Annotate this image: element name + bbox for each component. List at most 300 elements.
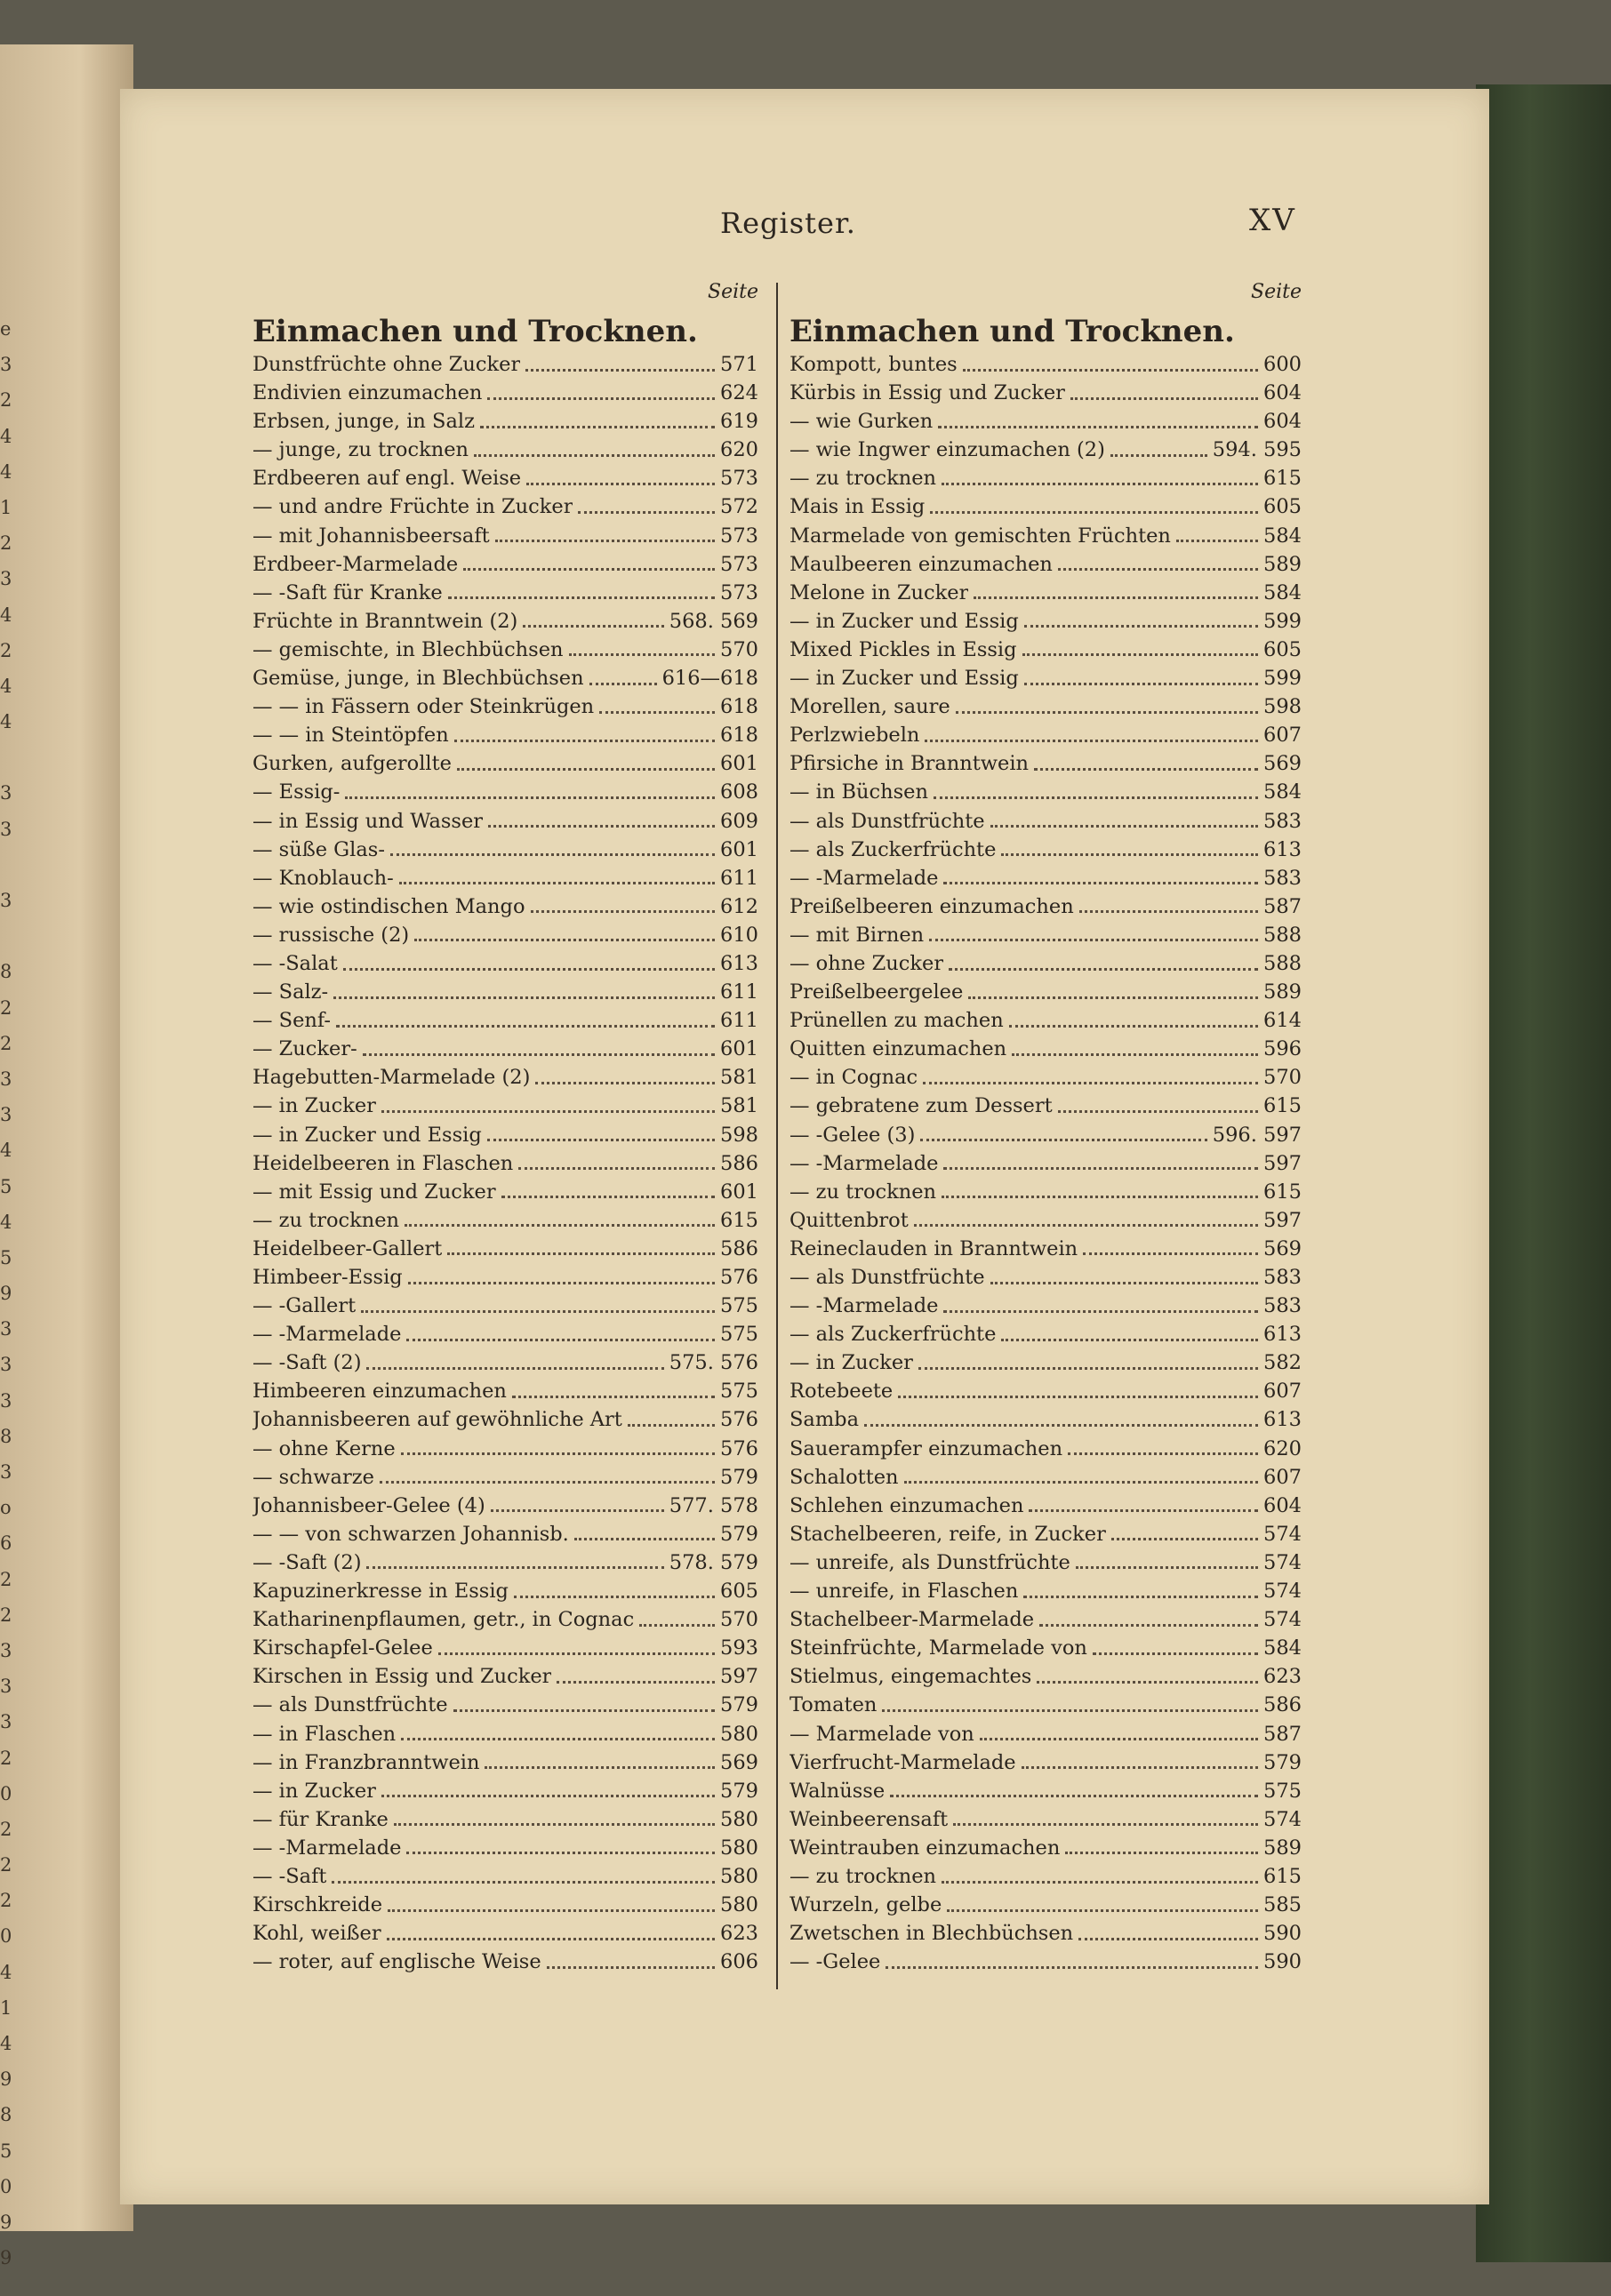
entry-page-number: 611 (720, 866, 758, 890)
entry-page-number: 590 (1263, 1950, 1302, 1974)
entry-label: — in Zucker (789, 1351, 913, 1375)
entry-page-number: 587 (1263, 894, 1302, 918)
entry-page-number: 584 (1263, 524, 1302, 548)
entry-label: Wurzeln, gelbe (789, 1893, 942, 1917)
running-head-title: Register. (720, 206, 856, 240)
entry-label: Pfirsiche in Branntwein (789, 752, 1030, 776)
entry-label: — in Büchsen (789, 780, 928, 804)
entry-label: — -Marmelade (789, 1294, 939, 1318)
dot-leader (1023, 1596, 1258, 1598)
entry-label: Johannisbeer-Gelee (4) (252, 1493, 485, 1517)
entry-page-number: 577. 578 (669, 1493, 758, 1517)
entry-label: Weintrauben einzumachen (789, 1836, 1061, 1860)
index-entry (252, 1377, 764, 1405)
index-entry (252, 1035, 764, 1063)
entry-page-number: 608 (720, 780, 758, 804)
entry-label: Kompott, buntes (789, 353, 958, 376)
entry-label: — zu trocknen (789, 1864, 937, 1888)
entry-page-number: 583 (1263, 1294, 1302, 1318)
dot-leader (381, 1795, 715, 1797)
entry-label: Gemüse, junge, in Blechbüchsen (252, 667, 584, 691)
entry-page-number: 579 (720, 1779, 758, 1803)
entry-page-number: 570 (720, 1608, 758, 1632)
dot-leader (474, 454, 715, 457)
entry-page-number: 601 (720, 837, 758, 861)
dot-leader (414, 939, 715, 941)
edge-number: 4 (0, 425, 12, 447)
entry-label: — russische (2) (252, 923, 410, 947)
index-entry (252, 1862, 764, 1891)
index-entry (789, 1605, 1307, 1634)
entry-page-number: 615 (1263, 467, 1302, 491)
entry-page-number: 607 (1263, 1465, 1302, 1489)
dot-leader (547, 1966, 715, 1969)
entry-label: — Knoblauch- (252, 866, 394, 890)
entry-page-number: 572 (720, 495, 758, 519)
index-entry (252, 1263, 764, 1292)
edge-number: 2 (0, 1568, 12, 1590)
dot-leader (454, 740, 715, 742)
index-entry (789, 1178, 1307, 1206)
entry-label: Schalotten (789, 1465, 899, 1489)
edge-number: 5 (0, 2140, 12, 2162)
entry-label: — und andre Früchte in Zucker (252, 495, 573, 519)
dot-leader (405, 1224, 715, 1227)
entry-label: Walnüsse (789, 1779, 886, 1803)
dot-leader (918, 1367, 1258, 1370)
dot-leader (390, 853, 715, 856)
dot-leader (457, 768, 715, 771)
dot-leader (1034, 768, 1258, 771)
index-entry (789, 978, 1307, 1006)
edge-number: 6 (0, 1532, 12, 1555)
entry-label: Tomaten (789, 1693, 878, 1717)
index-entry (252, 1092, 764, 1120)
entry-page-number: 597 (1263, 1208, 1302, 1232)
index-entry (252, 550, 764, 579)
edge-number: 4 (0, 604, 12, 626)
entry-label: — in Zucker und Essig (252, 1123, 482, 1147)
entry-label: — wie ostindischen Mango (252, 894, 525, 918)
entry-page-number: 620 (1263, 1436, 1302, 1460)
entry-page-number: 620 (720, 438, 758, 462)
entry-page-number: 586 (1263, 1693, 1302, 1717)
index-entry (789, 778, 1307, 806)
edge-number: 4 (0, 1140, 12, 1162)
dot-leader (1012, 1053, 1258, 1056)
entry-label: — -Gallert (252, 1294, 357, 1318)
entry-page-number: 582 (1263, 1351, 1302, 1375)
entry-label: — zu trocknen (789, 467, 937, 491)
entry-label: — Salz- (252, 980, 329, 1004)
dot-leader (380, 1481, 715, 1484)
entry-label: — mit Johannisbeersaft (252, 524, 490, 548)
index-entry (789, 1006, 1307, 1035)
dot-leader (448, 596, 715, 599)
entry-page-number: 616—618 (661, 667, 758, 691)
entry-label: — in Cognac (789, 1066, 918, 1090)
dot-leader (953, 1823, 1258, 1826)
entry-label: — — in Fässern oder Steinkrügen (252, 695, 595, 719)
index-entry (789, 692, 1307, 721)
index-entry (252, 1720, 764, 1748)
edge-number: 3 (0, 818, 12, 840)
entry-label: Mixed Pickles in Essig (789, 637, 1017, 661)
entry-label: Stielmus, eingemachtes (789, 1665, 1032, 1689)
index-entry (789, 1548, 1307, 1577)
dot-leader (968, 996, 1258, 999)
entry-label: — -Saft für Kranke (252, 580, 443, 604)
entry-page-number: 570 (1263, 1066, 1302, 1090)
entry-page-number: 569 (1263, 752, 1302, 776)
entry-label: Stachelbeer-Marmelade (789, 1608, 1035, 1632)
index-entry (252, 1492, 764, 1520)
entry-page-number: 619 (720, 410, 758, 434)
dot-leader (1001, 853, 1258, 856)
entry-page-number: 607 (1263, 724, 1302, 748)
entry-page-number: 574 (1263, 1608, 1302, 1632)
index-entry (789, 1035, 1307, 1063)
index-entry (252, 692, 764, 721)
entry-page-number: 574 (1263, 1580, 1302, 1604)
index-entry (252, 607, 764, 636)
entry-label: — Marmelade von (789, 1722, 974, 1746)
dot-leader (399, 882, 715, 884)
dot-leader (904, 1481, 1258, 1484)
entry-page-number: 588 (1263, 951, 1302, 975)
entry-label: Vierfrucht-Marmelade (789, 1750, 1016, 1774)
entry-page-number: 615 (1263, 1180, 1302, 1204)
index-entry (789, 436, 1307, 464)
entry-page-number: 615 (1263, 1094, 1302, 1118)
dot-leader (1024, 625, 1258, 628)
entry-page-number: 576 (720, 1266, 758, 1289)
index-entry (789, 1520, 1307, 1548)
entry-page-number: 613 (1263, 837, 1302, 861)
dot-leader (332, 1881, 715, 1884)
index-entry (252, 1891, 764, 1919)
index-entry (789, 949, 1307, 978)
index-entry (252, 1834, 764, 1862)
entry-page-number: 612 (720, 894, 758, 918)
dot-leader (947, 1909, 1258, 1912)
entry-label: Preißelbeeren einzumachen (789, 894, 1074, 918)
dot-leader (914, 1224, 1258, 1227)
entry-page-number: 573 (720, 524, 758, 548)
entry-label: Reineclauden in Branntwein (789, 1236, 1078, 1260)
index-entry (252, 464, 764, 492)
index-entry (789, 1092, 1307, 1120)
entry-page-number: 601 (720, 752, 758, 776)
entry-page-number: 580 (720, 1722, 758, 1746)
index-entry (789, 464, 1307, 492)
edge-number: 4 (0, 460, 12, 483)
edge-number: 3 (0, 1711, 12, 1733)
entry-page-number: 607 (1263, 1380, 1302, 1404)
entry-page-number: 618 (720, 724, 758, 748)
entry-label: Marmelade von gemischten Früchten (789, 524, 1171, 548)
entry-label: Kirschapfel-Gelee (252, 1636, 433, 1660)
dot-leader (345, 796, 715, 799)
entry-page-number: 570 (720, 637, 758, 661)
entry-page-number: 575 (720, 1294, 758, 1318)
index-entry (252, 1805, 764, 1834)
entry-label: Hagebutten-Marmelade (2) (252, 1066, 531, 1090)
index-entry (789, 1263, 1307, 1292)
index-entry (789, 1919, 1307, 1948)
index-entry (789, 636, 1307, 664)
column-divider (776, 283, 778, 1989)
entry-page-number: 589 (1263, 552, 1302, 576)
edge-number: 9 (0, 2247, 12, 2269)
dot-leader (535, 1082, 715, 1084)
index-entry (789, 1377, 1307, 1405)
dot-leader (1076, 1566, 1258, 1569)
index-entry (252, 636, 764, 664)
index-entry (789, 1662, 1307, 1691)
edge-number: 3 (0, 1068, 12, 1090)
index-entry (789, 1891, 1307, 1919)
index-entry (789, 1463, 1307, 1492)
index-entry (252, 522, 764, 550)
dot-leader (943, 882, 1258, 884)
dot-leader (1176, 540, 1258, 542)
entry-page-number: 600 (1263, 353, 1302, 376)
index-entry (252, 864, 764, 892)
index-entry (252, 379, 764, 407)
entry-page-number: 604 (1263, 1493, 1302, 1517)
index-entry (252, 1063, 764, 1092)
entry-page-number: 599 (1263, 609, 1302, 633)
entry-page-number: 596 (1263, 1037, 1302, 1061)
dot-leader (898, 1396, 1258, 1398)
index-entry (789, 1235, 1307, 1263)
dot-leader (578, 511, 715, 514)
adjacent-left-page (0, 44, 133, 2269)
index-entry (252, 1348, 764, 1377)
edge-number: 3 (0, 1389, 12, 1412)
entry-page-number: 610 (720, 923, 758, 947)
dot-leader (495, 540, 715, 542)
entry-page-number: 580 (720, 1893, 758, 1917)
dot-leader (523, 625, 663, 628)
dot-leader (956, 711, 1258, 714)
entry-page-number: 623 (720, 1922, 758, 1946)
dot-leader (343, 968, 715, 971)
entry-page-number: 583 (1263, 1266, 1302, 1289)
dot-leader (943, 1167, 1258, 1170)
entry-page-number: 575 (720, 1323, 758, 1347)
index-entry (789, 1063, 1307, 1092)
index-entry (252, 1548, 764, 1577)
index-entry (252, 492, 764, 521)
entry-page-number: 584 (1263, 580, 1302, 604)
index-entry (252, 1121, 764, 1149)
index-entry (252, 1405, 764, 1434)
entry-label: — in Essig und Wasser (252, 809, 484, 833)
entry-page-number: 624 (720, 381, 758, 405)
entry-page-number: 587 (1263, 1722, 1302, 1746)
entry-label: — in Zucker und Essig (789, 667, 1019, 691)
entry-label: — — in Steintöpfen (252, 724, 449, 748)
dot-leader (890, 1795, 1258, 1797)
entry-page-number: 613 (720, 951, 758, 975)
index-entry (252, 579, 764, 607)
edge-number: 3 (0, 1104, 12, 1126)
entry-label: — als Dunstfrüchte (789, 1266, 985, 1289)
entry-page-number: 578. 579 (669, 1550, 758, 1574)
entry-label: — für Kranke (252, 1807, 389, 1831)
index-entry (252, 1948, 764, 1976)
edge-number: 8 (0, 961, 12, 983)
dot-leader (366, 1367, 663, 1370)
entry-page-number: 601 (720, 1037, 758, 1061)
entry-page-number: 597 (720, 1665, 758, 1689)
entry-label: Mais in Essig (789, 495, 926, 519)
entry-page-number: 584 (1263, 1636, 1302, 1660)
left-page-edge-numbers (0, 311, 18, 2276)
dot-leader (574, 1538, 715, 1540)
edge-number: 9 (0, 2211, 12, 2233)
index-entry (789, 1748, 1307, 1777)
index-entry (789, 892, 1307, 921)
entry-page-number: 576 (720, 1436, 758, 1460)
entry-label: — in Flaschen (252, 1722, 397, 1746)
entry-page-number: 611 (720, 1009, 758, 1033)
dot-leader (491, 1509, 664, 1512)
index-entry (252, 1206, 764, 1235)
entry-label: Rotebeete (789, 1380, 894, 1404)
book-cover-edge (1476, 84, 1611, 2262)
entry-label: — -Marmelade (789, 866, 939, 890)
edge-number: 2 (0, 639, 12, 661)
entry-label: Kürbis in Essig und Zucker (789, 381, 1065, 405)
index-entry (252, 921, 764, 949)
dot-leader (381, 1110, 715, 1113)
entry-label: — -Saft (252, 1864, 327, 1888)
dot-leader (923, 1082, 1258, 1084)
dot-leader (463, 568, 715, 571)
edge-number: 2 (0, 1890, 12, 1912)
edge-number: 3 (0, 1354, 12, 1376)
entry-label: Heidelbeeren in Flaschen (252, 1151, 514, 1175)
dot-leader (882, 1709, 1258, 1712)
entry-page-number: 579 (720, 1693, 758, 1717)
edge-number: 2 (0, 1747, 12, 1769)
entry-label: — ohne Zucker (789, 951, 944, 975)
edge-number: 0 (0, 1925, 12, 1948)
dot-leader (485, 1766, 715, 1769)
dot-leader (557, 1681, 715, 1684)
dot-leader (1110, 454, 1207, 457)
index-entry (789, 550, 1307, 579)
dot-leader (408, 1282, 715, 1284)
entry-page-number: 586 (720, 1151, 758, 1175)
entry-page-number: 609 (720, 809, 758, 833)
entry-page-number: 580 (720, 1807, 758, 1831)
dot-leader (1022, 1766, 1258, 1769)
index-entry (252, 836, 764, 864)
dot-leader (1037, 1681, 1258, 1684)
entry-page-number: 606 (720, 1950, 758, 1974)
edge-number: e (0, 318, 12, 340)
entry-page-number: 589 (1263, 980, 1302, 1004)
entry-label: Gurken, aufgerollte (252, 752, 452, 776)
entry-label: — zu trocknen (252, 1208, 400, 1232)
entry-page-number: 569 (720, 1750, 758, 1774)
right-column (789, 281, 1307, 1976)
dot-leader (453, 1709, 715, 1712)
dot-leader (406, 1852, 715, 1854)
dot-leader (974, 596, 1258, 599)
entry-label: — als Dunstfrüchte (252, 1693, 448, 1717)
edge-number: 3 (0, 568, 12, 590)
index-entry (252, 664, 764, 692)
entry-page-number: 601 (720, 1180, 758, 1204)
entry-label: Kirschen in Essig und Zucker (252, 1665, 552, 1689)
entry-label: Endivien einzumachen (252, 381, 483, 405)
index-entry (789, 664, 1307, 692)
entry-label: Himbeer-Essig (252, 1266, 403, 1289)
entry-label: — wie Ingwer einzumachen (2) (789, 438, 1105, 462)
dot-leader (363, 1053, 715, 1056)
index-entry (252, 1006, 764, 1035)
entry-label: Johannisbeeren auf gewöhnliche Art (252, 1408, 622, 1432)
dot-leader (487, 1139, 715, 1141)
entry-page-number: 586 (720, 1236, 758, 1260)
entry-label: Weinbeerensaft (789, 1807, 949, 1831)
edge-number: 0 (0, 2175, 12, 2197)
entry-label: — Senf- (252, 1009, 332, 1033)
entry-page-number: 598 (720, 1123, 758, 1147)
entry-label: Schlehen einzumachen (789, 1493, 1024, 1517)
entry-label: Himbeeren einzumachen (252, 1380, 507, 1404)
entry-label: — schwarze (252, 1465, 374, 1489)
dot-leader (980, 1738, 1258, 1740)
dot-leader (1079, 910, 1258, 913)
entry-page-number: 579 (720, 1465, 758, 1489)
edge-number: 4 (0, 1211, 12, 1233)
index-entry (252, 721, 764, 749)
entry-label: Preißelbeergelee (789, 980, 964, 1004)
index-entry (789, 749, 1307, 778)
dot-leader (938, 426, 1258, 428)
edge-number: 2 (0, 1032, 12, 1054)
entry-page-number: 573 (720, 467, 758, 491)
dot-leader (949, 968, 1258, 971)
section-title: Einmachen und Trocknen. (252, 314, 698, 349)
entry-page-number: 569 (1263, 1236, 1302, 1260)
entry-page-number: 593 (720, 1636, 758, 1660)
edge-number: 8 (0, 1425, 12, 1447)
edge-number (0, 740, 18, 775)
entry-label: Quittenbrot (789, 1208, 909, 1232)
dot-leader (942, 1881, 1258, 1884)
entry-label: — — von schwarzen Johannisb. (252, 1522, 569, 1546)
dot-leader (1009, 1025, 1258, 1028)
dot-leader (864, 1424, 1258, 1427)
index-entry (252, 407, 764, 436)
index-entry (252, 1777, 764, 1805)
entry-label: Zwetschen in Blechbüchsen (789, 1922, 1074, 1946)
entry-page-number: 573 (720, 580, 758, 604)
entry-label: Melone in Zucker (789, 580, 969, 604)
edge-number: 2 (0, 996, 12, 1019)
dot-leader (366, 1566, 663, 1569)
entry-page-number: 579 (1263, 1750, 1302, 1774)
index-entry (252, 1577, 764, 1605)
edge-number: 3 (0, 1461, 12, 1483)
